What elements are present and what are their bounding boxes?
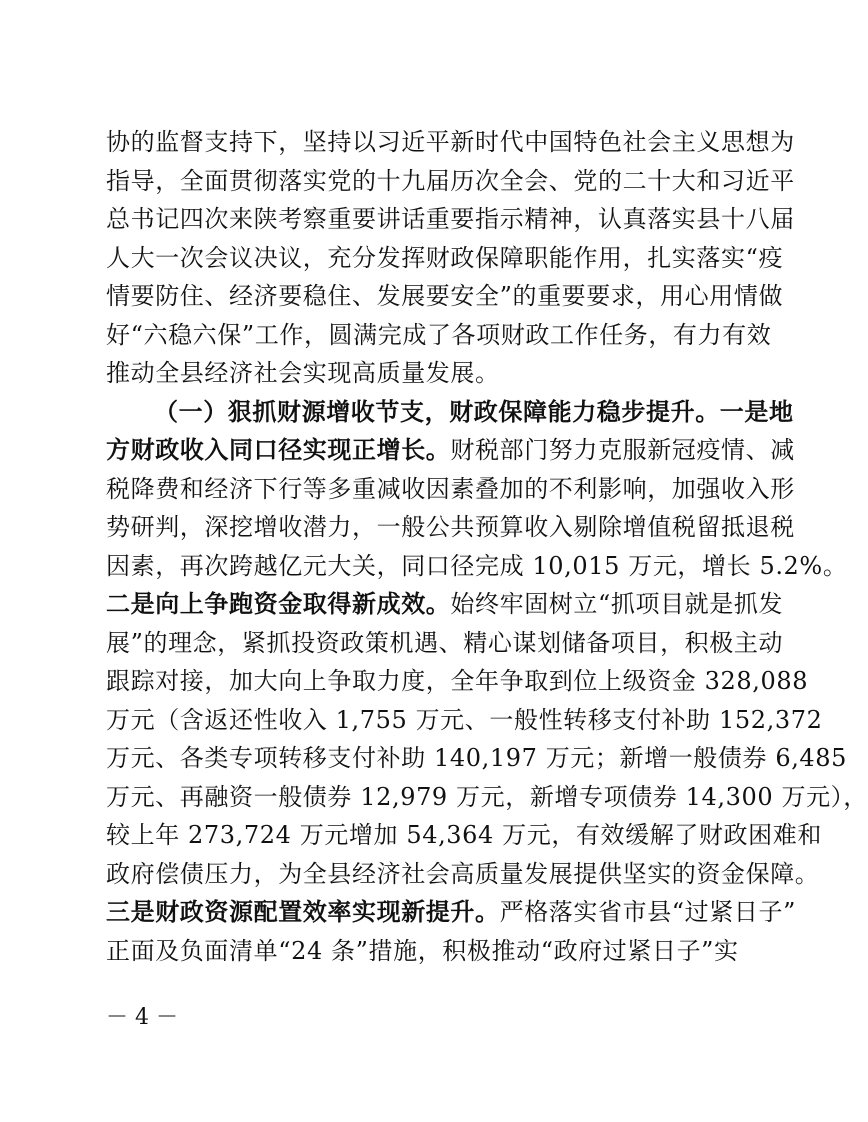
page-number: － 4 － <box>106 1005 178 1030</box>
body-line <box>106 777 868 817</box>
body-line <box>106 815 822 855</box>
body-line <box>106 430 795 470</box>
body-line <box>106 931 739 971</box>
body-text-run: 指导，全面贯彻落实党的十九届历次全会、党的二十大和习近平 <box>106 166 795 195</box>
body-line <box>106 276 784 316</box>
body-text-run: 正面及负面清单“24 条”措施，积极推动“政府过紧日子”实 <box>106 936 739 965</box>
body-line <box>106 315 772 355</box>
body-line <box>106 469 795 509</box>
bold-heading-text: （一）狠抓财源增收节支，财政保障能力稳步提升。一是地 <box>154 396 794 426</box>
body-line <box>106 892 796 932</box>
bold-heading-text: 方财政收入同口径实现正增长。 <box>106 435 451 464</box>
body-line <box>106 546 848 586</box>
body-text-run: 跟踪对接，加大向上争取力度，全年争取到位上级资金 328,088 <box>106 667 809 695</box>
body-text-run: 展”的理念，紧抓投资政策机遇、精心谋划储备项目，积极主动 <box>106 628 784 657</box>
body-text-run: 人大一次会议决议，充分发挥财政保障职能作用，扎实落实“疫 <box>106 243 784 272</box>
body-text-run: 严格落实省市县“过紧日子” <box>499 898 796 926</box>
body-text-run: 推动全县经济社会实现高质量发展。 <box>106 359 500 387</box>
body-line <box>106 854 820 894</box>
body-text-run: 万元（含返还性收入 1,755 万元、一般性转移支付补助 152,372 <box>106 705 823 734</box>
body-line <box>106 584 784 624</box>
body-line <box>106 507 795 547</box>
body-text-run: 好“六稳六保”工作，圆满完成了各项财政工作任务，有力有效 <box>106 320 772 349</box>
body-line <box>106 661 809 701</box>
body-line <box>106 199 795 239</box>
body-text-run: 较上年 273,724 万元增加 54,364 万元，有效缓解了财政困难和 <box>106 821 822 849</box>
body-text-run: 税降费和经济下行等多重减收因素叠加的不利影响，加强收入形 <box>106 474 795 503</box>
body-line <box>106 238 784 278</box>
body-line <box>106 623 784 663</box>
body-text-run: 始终牢固树立“抓项目就是抓发 <box>450 590 784 618</box>
body-line <box>106 700 823 740</box>
body-line <box>106 122 795 162</box>
body-line <box>106 353 706 393</box>
body-line <box>106 738 848 778</box>
bold-heading-text: 二是向上争跑资金取得新成效。 <box>106 589 451 618</box>
body-line <box>154 392 794 432</box>
body-text-run: 协的监督支持下，坚持以习近平新时代中国特色社会主义思想为 <box>106 128 795 156</box>
body-text-run: 万元、再融资一般债券 12,979 万元，新增专项债券 14,300 万元）， <box>106 782 868 811</box>
body-text-run: 总书记四次来陕考察重要讲话重要指示精神，认真落实县十八届 <box>106 205 795 233</box>
bold-heading-text: 三是财政资源配置效率实现新提升。 <box>106 897 500 926</box>
body-text-run: 财税部门努力克服新冠疫情、减 <box>450 436 795 464</box>
body-text-run: 政府偿债压力，为全县经济社会高质量发展提供坚实的资金保障。 <box>106 859 820 888</box>
body-text-run: 因素，再次跨越亿元大关，同口径完成 10,015 万元，增长 5.2%。 <box>106 551 848 580</box>
body-line <box>106 161 795 201</box>
body-text-run: 情要防住、经济要稳住、发展要安全”的重要要求，用心用情做 <box>106 282 784 310</box>
body-text-run: 势研判，深挖增收潜力，一般公共预算收入剔除增值税留抵退税 <box>106 513 795 541</box>
body-text-run: 万元、各类专项转移支付补助 140,197 万元；新增一般债券 6,485 <box>106 744 848 772</box>
